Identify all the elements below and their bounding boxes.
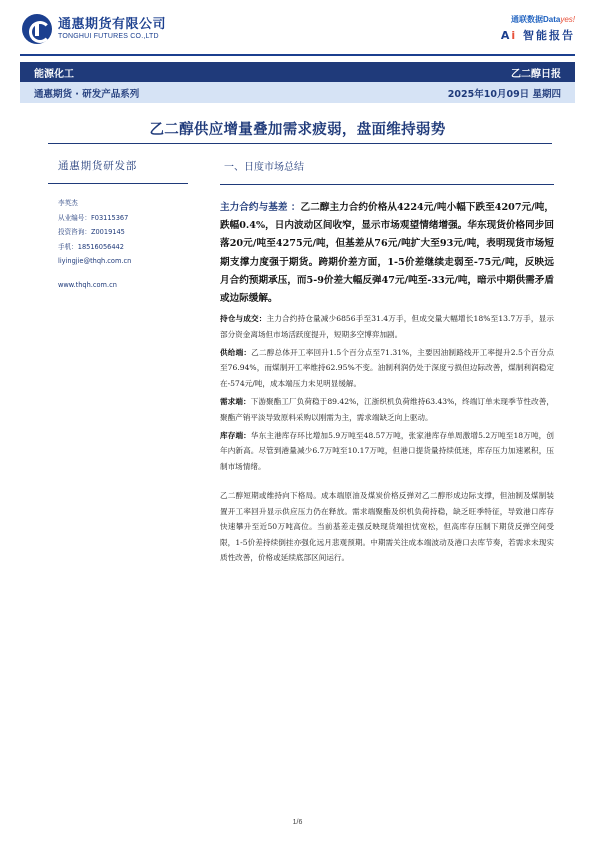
supply-text: 乙二醇总体开工率回升1.5个百分点至71.31%，主要因油制路线开工率提升2.5个百分点至76.94%，而煤制开工率维持62.95%不变。油制利润仍处于深度亏损但边际改善，煤制利润稳定在-574元/吨，成本端压力未见明显缓解。 (220, 348, 555, 388)
tonghui-logo-icon (22, 14, 52, 44)
ai-report-i: i (511, 29, 518, 42)
report-type-label: 乙二醇日报 (511, 68, 561, 80)
position-label: 持仓与成交： (220, 314, 267, 324)
partner-logo (501, 14, 575, 43)
lead-label: 主力合约与基差 ： (220, 202, 301, 213)
datayes-brand (501, 14, 575, 26)
supply-label: 供给端： (220, 348, 252, 358)
position-paragraph (220, 311, 554, 342)
analyst-sidebar (48, 158, 188, 292)
analyst-contact (48, 196, 188, 292)
page-title: 乙二醇供应增量叠加需求疲弱，盘面维持弱势 (149, 122, 446, 138)
inventory-paragraph (220, 428, 554, 474)
ai-report-label: 智能报告 (523, 29, 575, 42)
section-heading: 一、日度市场总结 (220, 158, 554, 185)
datayes-brand-data: Data (542, 15, 561, 24)
ai-report-a: A (500, 29, 512, 42)
inventory-text: 华东主港库存环比增加5.9万吨至48.57万吨，张家港库存单周激增5.2万吨至18万吨，创年内新高。尽管到港量减少6.7万吨至10.17万吨，但港口提货量持续低迷，库存压力加速累积，压制市场情绪。 (220, 431, 555, 471)
page-number: 1/6 (292, 819, 303, 826)
report-date: 2025年10月09日 星期四 (447, 88, 561, 100)
company-name-en: TONGHUI FUTURES CO.,LTD (58, 33, 159, 40)
category-label: 能源化工 (34, 68, 74, 80)
title-divider (48, 143, 552, 144)
outlook-paragraph: 乙二醇短期或维持向下格局。成本端原油及煤炭价格反弹对乙二醇形成边际支撑，但油制及煤制装置开工率回升显示供应压力仍在释放。需求端聚酯及织机负荷持稳，缺乏旺季特征，导致港口库存快速攀升至近50万吨高位。当前基差走强反映现货端担忧宽松，但高库存压制下期货反弹空间受限，1-5价差持续倒挂亦强化远月悲观预期。中期需关注成本端波动及港口去库节奏，若需求未现实质性改善，价格或延续底部区间运行。 (220, 491, 554, 562)
demand-text: 下游聚酯工厂负荷稳于89.42%，江浙织机负荷维持63.43%，终端订单未现季节性改善，聚酯产销平淡导致原料采购以刚需为主，需求端缺乏向上驱动。 (220, 397, 555, 422)
position-text: 主力合约持仓量减少6856手至31.4万手，但成交量大幅增长18%至13.7万手，显示部分资金离场但市场活跃度提升，短期多空博弈加剧。 (220, 314, 554, 339)
category-bar (20, 62, 575, 82)
supply-paragraph (220, 345, 554, 391)
datayes-brand-yes: yes! (560, 15, 575, 24)
inventory-label: 库存端： (220, 431, 251, 441)
analyst-qualification: 从业编号：F03115367 (58, 213, 129, 222)
datayes-brand-cn: 通联数据 (510, 15, 543, 24)
lead-paragraph (220, 199, 554, 308)
demand-paragraph (220, 394, 554, 425)
header-divider (20, 54, 575, 56)
series-label: 通惠期货 · 研发产品系列 (34, 88, 140, 100)
report-body (220, 158, 554, 565)
company-website[interactable]: www.thqh.com.cn (58, 280, 117, 289)
analyst-phone: 手机：18516056442 (58, 242, 124, 251)
demand-label: 需求端： (220, 397, 251, 407)
ai-report-brand (501, 29, 575, 43)
analyst-email[interactable]: liyingjie@thqh.com.cn (58, 257, 132, 265)
analyst-invest-license: 投资咨询：Z0019145 (58, 228, 125, 236)
department-name: 通惠期货研发部 (48, 158, 188, 184)
lead-text: 乙二醇主力合约价格从4224元/吨小幅下跌至4207元/吨，跌幅0.4%，日内波动区间收窄，显示市场观望情绪增强。华东现货价格同步回落20元/吨至4275元/吨，但基差从76元/吨扩大至93元/吨，表明现货市场短期支撑力度强于期货。跨期价差方面，1-5价差继续走弱至-75元/吨，反映远月合约预期承压，而5-9价差大幅反弹47元/吨至-33元/吨，暗示中期供需矛盾或边际缓解。 (220, 202, 554, 305)
company-name-cn: 通惠期货有限公司 (58, 17, 167, 32)
series-bar (20, 82, 575, 103)
analyst-name: 李英杰 (58, 199, 78, 207)
company-logo (22, 14, 166, 44)
